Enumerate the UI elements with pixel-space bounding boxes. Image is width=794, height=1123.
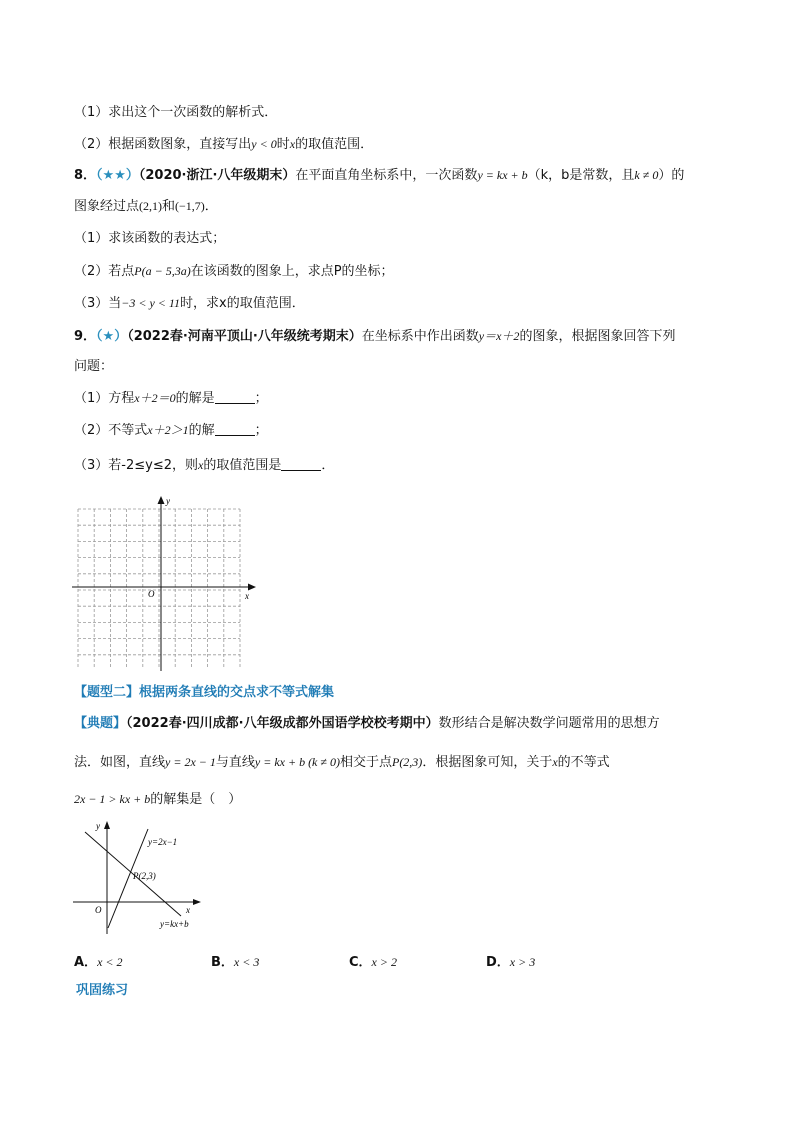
q9-line2-text: 问题： [74,359,114,374]
q8-part3-post: 时，求x的取值范围． [180,296,305,311]
q9-part1-blank [215,391,255,404]
option-d[interactable] [486,951,535,970]
q9-part2-blank [215,423,255,436]
q9-part2-post: 的解 [188,423,215,438]
example-stem-line2 [74,753,610,772]
example-line2-pre: 法．如图，直线 [74,755,166,770]
example-line1-label: y=2x−1 [148,837,178,847]
q9-difficulty-stars: （★） [96,329,128,344]
q8-text-c: ）的 [658,168,685,183]
q7-part1-text: （1）求出这个一次函数的解析式． [74,105,278,120]
option-b-math: x < 3 [233,955,260,969]
q7-part1 [74,104,277,122]
q9-part1-pre: （1）方程 [74,391,135,406]
option-c-letter: C． [349,955,372,970]
example-y-arrow-icon [104,821,110,829]
q7-part2-mid: 时 [276,137,290,152]
option-c[interactable] [349,951,397,970]
example-line3-post: 的解集是（ ） [150,792,242,807]
grid-y-label: y [166,496,170,506]
example-line2-mid: 与直线 [215,755,255,770]
q8-text-a: 在平面直角坐标系中，一次函数 [295,168,478,183]
q8-point1: (2,1) [139,199,163,213]
q9-part1 [74,389,268,408]
grid-origin-label: O [148,589,155,599]
example-stem-line3 [74,790,241,809]
option-d-math: x > 3 [509,955,536,969]
q9-part3-blank [281,458,321,471]
q8-function: y = kx + b [477,168,528,182]
example-inequality: 2x − 1 > kx + b [74,792,151,806]
q8-line2-pre: 图象经过点 [74,199,140,214]
section-heading [74,684,334,702]
q9-part3-end: ． [321,458,335,473]
q8-number: 8． [74,168,97,183]
q9-stem-line2 [74,358,113,376]
q9-part2 [74,421,268,440]
q8-and: 和 [162,199,176,214]
grid-x-label: x [245,591,249,601]
q9-text-b: 的图象，根据图象回答下列 [519,329,676,344]
option-a-letter: A． [74,955,98,970]
q8-part2 [74,262,394,281]
q9-part3-post: 的取值范围是 [203,458,282,473]
q8-text-b: （k，b是常数，且 [527,168,635,183]
example-origin-label: O [95,905,102,915]
q7-part2-var: x [289,137,296,151]
q9-part3-var: x [197,458,204,472]
option-c-math: x > 2 [371,955,397,969]
q9-stem [74,327,675,346]
example-text-a: 数形结合是解决数学问题常用的思想方 [438,716,660,731]
q9-part2-math: x＋2＞1 [147,423,189,437]
q9-part3-pre: （3）若-2≤y≤2，则 [74,458,198,473]
q9-part1-math: x＋2＝0 [134,391,176,405]
q8-part3-math: −3 < y < 11 [121,296,181,310]
q8-line2-post: ． [204,199,218,214]
example-stem [74,715,660,733]
q8-part2-pre: （2）若点 [74,264,135,279]
q8-condition: k ≠ 0 [634,168,659,182]
q9-part1-post: 的解是 [175,391,215,406]
option-b-letter: B． [211,955,234,970]
q9-coordinate-grid [70,493,260,673]
q7-part2-math: y < 0 [251,137,277,151]
option-d-letter: D． [486,955,510,970]
example-x-label: x [186,905,190,915]
q9-number: 9． [74,329,97,344]
q8-stem-line2 [74,197,218,216]
example-var: x [552,755,558,769]
q9-function: y＝x＋2 [478,329,520,343]
x-axis-arrow-icon [248,584,256,591]
option-a-math: x < 2 [97,955,123,969]
q9-part2-pre: （2）不等式 [74,423,148,438]
q9-part3 [74,456,334,475]
q9-part1-end: ； [254,391,268,406]
q8-part2-point: P(a − 5,3a) [134,264,191,278]
example-line2-post: ．根据图象可知，关于 [422,755,553,770]
q7-part2-post: 的取值范围． [295,137,374,152]
q8-difficulty-stars: （★★） [96,168,139,183]
q8-point2: (−1,7) [175,199,205,213]
q8-part1-text: （1）求该函数的表达式； [74,231,226,246]
q9-part2-end: ； [254,423,268,438]
q8-part1 [74,230,225,248]
example-point-label: P(2,3) [133,871,156,881]
example-x-arrow-icon [193,899,201,905]
consolidation-heading-text: 巩固练习 [76,983,129,998]
q7-part2-pre: （2）根据函数图象，直接写出 [74,137,252,152]
consolidation-heading [76,982,128,1000]
q8-stem [74,166,684,185]
q8-part3 [74,294,305,313]
example-point: P(2,3) [391,755,423,769]
q8-part3-pre: （3）当 [74,296,122,311]
q7-part2 [74,135,373,154]
option-a[interactable] [74,951,123,970]
example-y-label: y [96,821,100,831]
q8-part2-post: 在该函数的图象上，求点P的坐标； [190,264,394,279]
example-line2-mid2: 相交于点 [339,755,392,770]
q8-source: （2020·浙江·八年级期末） [138,168,296,183]
example-source: （2022春·四川成都·八年级成都外国语学校校考期中） [126,716,439,731]
y-axis-arrow-icon [158,496,165,504]
example-line2-eq: y = kx + b (k ≠ 0) [254,755,340,769]
example-line2-label: y=kx+b [160,919,189,929]
section-heading-text: 【题型二】根据两条直线的交点求不等式解集 [74,685,335,700]
option-b[interactable] [211,951,259,970]
example-figure [70,816,210,936]
example-tag: 【典题】 [74,716,127,731]
q9-text-a: 在坐标系中作出函数 [361,329,479,344]
example-line2-end: 的不等式 [557,755,610,770]
q9-source: （2022春·河南平顶山·八年级统考期末） [127,329,362,344]
example-line1-eq: y = 2x − 1 [165,755,216,769]
